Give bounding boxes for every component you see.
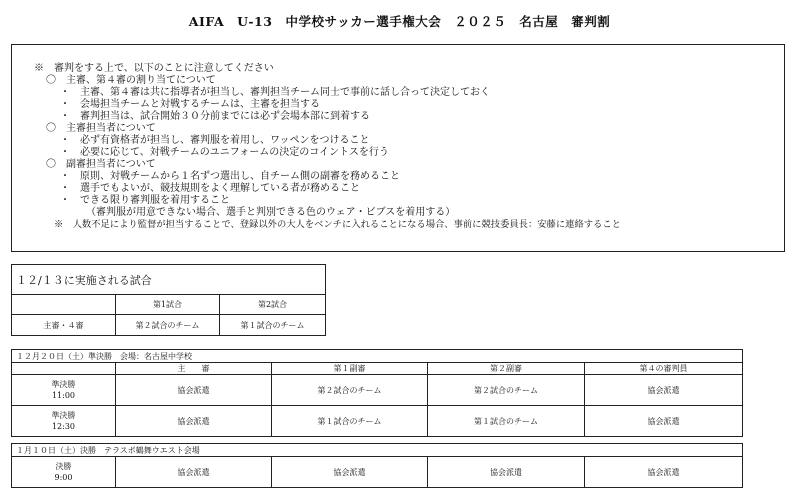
role-cell: 主審・４審 bbox=[12, 315, 116, 336]
notice-line: （審判服が用意できない場合、選手と判別できる色のウェア・ビブスを着用する） bbox=[86, 207, 456, 218]
match-label: 準決勝 bbox=[51, 411, 76, 420]
match-label: 決勝 bbox=[55, 462, 72, 471]
assignment-cell: 協会派遣 bbox=[585, 375, 743, 406]
match-time-cell bbox=[12, 457, 116, 488]
match-time: 12:30 bbox=[51, 422, 76, 431]
table-semifinal bbox=[11, 349, 743, 437]
match-label: 準決勝 bbox=[51, 380, 76, 389]
table-caption: １２/１３に実施される試合 bbox=[12, 265, 326, 295]
notice-line: ・ 原則、対戦チームから１名ずつ選出し、自チーム側の副審を務めること bbox=[60, 171, 400, 182]
page-title: AIFA U-13 中学校サッカー選手権大会 ２０２５ 名古屋 審判割 bbox=[188, 14, 611, 29]
assignment-cell: 第１試合のチーム bbox=[272, 406, 428, 437]
assignment-cell: 協会派遣 bbox=[116, 457, 272, 488]
header-cell: 第1試合 bbox=[116, 295, 220, 315]
notice-line: ・ 主審、第４審は共に指導者が担当し、審判担当チーム同士で事前に話し合って決定しておく bbox=[60, 87, 490, 98]
notice-line: ・ 選手でもよいが、競技規則をよく理解している者が務めること bbox=[60, 183, 360, 194]
table-final bbox=[11, 443, 743, 488]
assignment-cell: 協会派遣 bbox=[428, 457, 585, 488]
assignment-cell: 協会派遣 bbox=[116, 406, 272, 437]
match-time-cell bbox=[12, 406, 116, 437]
match-time-cell bbox=[12, 375, 116, 406]
notice-box bbox=[11, 44, 785, 252]
table-caption: １２月２０日（土）準決勝 会場：名古屋中学校 bbox=[12, 350, 743, 363]
assignment-cell: 協会派遣 bbox=[585, 457, 743, 488]
table-row bbox=[12, 457, 743, 488]
header-cell: 第２副審 bbox=[428, 363, 585, 375]
notice-line: ・ 必ず有資格者が担当し、審判服を着用し、ワッペンをつけること bbox=[60, 135, 370, 146]
table-row bbox=[12, 406, 743, 437]
match-time: 11:00 bbox=[51, 391, 76, 400]
table-1213 bbox=[11, 264, 326, 336]
match-time: 9:00 bbox=[54, 473, 73, 482]
notice-line: ※ 審判をする上で、以下のことに注意してください bbox=[34, 63, 274, 74]
header-cell bbox=[12, 363, 116, 375]
assignment-cell: 第１試合のチーム bbox=[220, 315, 326, 336]
assignment-cell: 協会派遣 bbox=[116, 375, 272, 406]
notice-line: 〇 主審、第４審の割り当てについて bbox=[46, 75, 216, 86]
assignment-cell: 第２試合のチーム bbox=[272, 375, 428, 406]
assignment-cell: 第２試合のチーム bbox=[116, 315, 220, 336]
notice-line: ※ 人数不足により監督が担当することで、登録以外の大人をベンチに入れることになる場合、事前に競技委員長：安藤に連絡すること bbox=[54, 219, 621, 230]
header-cell: 第2試合 bbox=[220, 295, 326, 315]
assignment-cell: 協会派遣 bbox=[272, 457, 428, 488]
assignment-cell: 第２試合のチーム bbox=[428, 375, 585, 406]
table-row bbox=[12, 375, 743, 406]
assignment-cell: 第１試合のチーム bbox=[428, 406, 585, 437]
assignment-cell: 協会派遣 bbox=[585, 406, 743, 437]
header-cell bbox=[12, 295, 116, 315]
notice-line: ・ 会場担当チームと対戦するチームは、主審を担当する bbox=[60, 99, 320, 110]
notice-line: ・ 必要に応じて、対戦チームのユニフォームの決定のコイントスを行う bbox=[60, 147, 389, 158]
notice-line: ・ できる限り審判服を着用すること bbox=[60, 195, 230, 206]
notice-line: ・ 審判担当は、試合開始３０分前までには必ず会場本部に到着する bbox=[60, 111, 370, 122]
header-cell: 第１副審 bbox=[272, 363, 428, 375]
header-cell: 主 審 bbox=[116, 363, 272, 375]
notice-line: 〇 副審担当者について bbox=[46, 159, 156, 170]
notice-line: 〇 主審担当者について bbox=[46, 123, 156, 134]
header-cell: 第４の審判員 bbox=[585, 363, 743, 375]
table-caption: １月１０日（土）決勝 テラスポ鶴舞ウエスト会場 bbox=[12, 444, 743, 457]
